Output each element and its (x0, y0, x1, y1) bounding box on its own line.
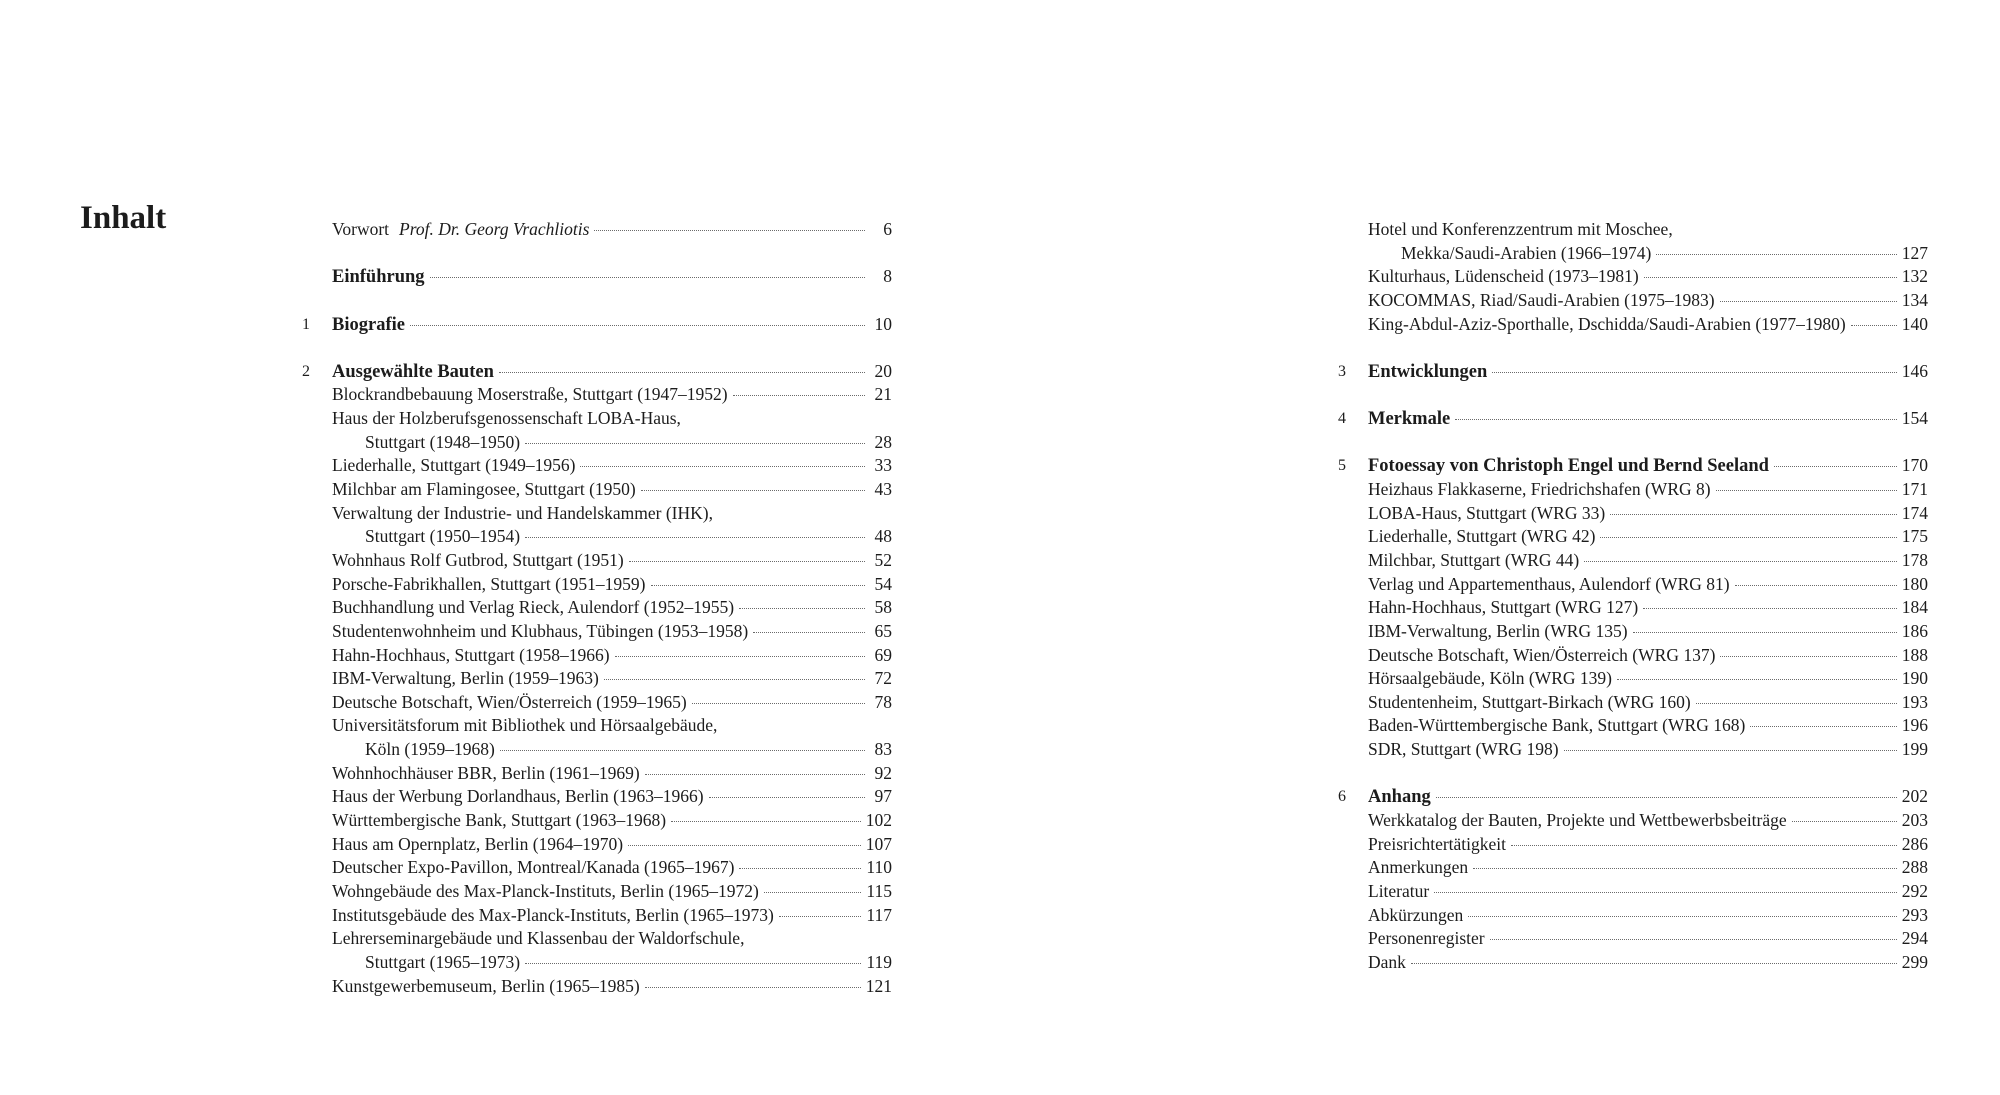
page-number: 102 (865, 810, 892, 831)
entry-title: SDR, Stuttgart (WRG 198) (1368, 739, 1559, 760)
entry-title: Liederhalle, Stuttgart (1949–1956) (332, 455, 576, 476)
entry-title: Baden-Württembergische Bank, Stuttgart (WRG 168) (1368, 715, 1746, 736)
page-number: 6 (883, 219, 892, 239)
toc-entry-studentenheim-stuttgart-birkach-wrg-160 (1328, 691, 1928, 715)
toc-entry-blockrandbebauung-moserstrasse-stuttgart (292, 383, 892, 407)
toc-heading-fotoessay-von-christoph-engel-und-bernd- (1328, 454, 1928, 478)
dot-leader (615, 656, 865, 657)
chapter-number: 6 (1338, 788, 1346, 806)
page-number: 193 (1901, 691, 1928, 712)
entry-title: IBM-Verwaltung, Berlin (WRG 135) (1368, 620, 1628, 641)
toc-entry-anmerkungen (1328, 856, 1928, 880)
toc-entry-porsche-fabrikhallen-stuttgart-1951-1959 (292, 573, 892, 597)
entry-title: Einführung (332, 267, 425, 288)
dot-leader (525, 443, 865, 444)
page-number: 140 (1901, 313, 1928, 334)
entry-title: Merkmale (1368, 409, 1451, 430)
page-number: 180 (1901, 573, 1928, 594)
dot-leader (1600, 537, 1896, 538)
page-number: 97 (874, 786, 892, 807)
toc-entry-kulturhaus-luedenscheid-1973-1981 (1328, 265, 1928, 289)
dot-leader (645, 987, 861, 988)
page-number: 121 (865, 975, 892, 996)
page-number: 10 (874, 313, 892, 334)
entry-title: Haus der Werbung Dorlandhaus, Berlin (1963–1966) (332, 786, 704, 807)
page-number: 83 (874, 739, 892, 760)
dot-leader (1644, 277, 1897, 278)
page-number: 21 (874, 384, 892, 405)
entry-title: Entwicklungen (1368, 361, 1488, 382)
toc-entry-vorwort (292, 218, 892, 242)
entry-title: Wohngebäude des Max-Planck-Instituts, Berlin (1965–1972) (332, 880, 759, 901)
toc-entry-mekka-saudi-arabien-1966-1974 (1328, 242, 1928, 266)
entry-title: Kulturhaus, Lüdenscheid (1973–1981) (1368, 266, 1639, 287)
dot-leader (1511, 845, 1897, 846)
chapter-number: 3 (1338, 362, 1346, 380)
dot-leader (410, 325, 865, 326)
dot-leader (1792, 821, 1897, 822)
toc-entry-sdr-stuttgart-wrg-198 (1328, 738, 1928, 762)
toc-heading-entwicklungen (1328, 360, 1928, 384)
page-number: 190 (1901, 668, 1928, 689)
toc-entry-liederhalle-stuttgart-1949-1956 (292, 454, 892, 478)
entry-author: Prof. Dr. Georg Vrachliotis (399, 219, 590, 239)
entry-title: Ausgewählte Bauten (332, 361, 494, 382)
entry-title: Köln (1959–1968) (365, 739, 495, 760)
toc-entry-loba-haus-stuttgart-wrg-33 (1328, 502, 1928, 526)
page-number: 43 (874, 479, 892, 500)
toc-entry-haus-der-werbung-dorlandhaus-berlin-1963 (292, 785, 892, 809)
page-number: 184 (1901, 597, 1928, 618)
entry-title: Universitätsforum mit Bibliothek und Hörsaalgebäude, (332, 715, 718, 736)
dot-leader (1584, 561, 1897, 562)
entry-title: Liederhalle, Stuttgart (WRG 42) (1368, 526, 1596, 547)
dot-leader (1656, 254, 1896, 255)
page-number: 171 (1901, 479, 1928, 500)
toc-entry-wohnhaus-rolf-gutbrod-stuttgart-1951 (292, 549, 892, 573)
entry-title: Vorwort (332, 219, 390, 239)
entry-title: Anmerkungen (1368, 857, 1469, 878)
page-number: 92 (874, 762, 892, 783)
toc-left-column (292, 218, 892, 998)
page-number: 178 (1901, 549, 1928, 570)
dot-leader (764, 892, 862, 893)
dot-leader (629, 561, 865, 562)
entry-title: Deutsche Botschaft, Wien/Österreich (WRG 137) (1368, 644, 1716, 665)
entry-title: KOCOMMAS, Riad/Saudi-Arabien (1975–1983) (1368, 289, 1715, 310)
entry-title: Institutsgebäude des Max-Planck-Instituts, Berlin (1965–1973) (332, 904, 774, 925)
toc-entry-deutscher-expo-pavillon-montreal-kanada- (292, 856, 892, 880)
page-number: 203 (1901, 810, 1928, 831)
page-number: 127 (1901, 242, 1928, 263)
entry-title: Werkkatalog der Bauten, Projekte und Wettbewerbsbeiträge (1368, 810, 1787, 831)
toc-heading-ausgewaehlte-bauten (292, 360, 892, 384)
toc-entry-stuttgart-1948-1950 (292, 431, 892, 455)
page-number: 175 (1901, 526, 1928, 547)
page-number: 8 (883, 266, 892, 287)
entry-title: Porsche-Fabrikhallen, Stuttgart (1951–1959) (332, 573, 646, 594)
entry-title: Studentenheim, Stuttgart-Birkach (WRG 160) (1368, 691, 1691, 712)
toc-entry-koeln-1959-1968 (292, 738, 892, 762)
chapter-number: 5 (1338, 457, 1346, 475)
page-number: 20 (874, 360, 892, 381)
toc-entry-personenregister (1328, 927, 1928, 951)
page-number: 174 (1901, 502, 1928, 523)
toc-entry-haus-am-opernplatz-berlin-1964-1970 (292, 833, 892, 857)
page-number: 146 (1901, 360, 1928, 381)
entry-title: Kunstgewerbemuseum, Berlin (1965–1985) (332, 975, 640, 996)
entry-title: Stuttgart (1948–1950) (365, 431, 521, 452)
page-number: 202 (1901, 786, 1928, 807)
page-number: 299 (1901, 951, 1928, 972)
toc-entry-abkuerzungen (1328, 904, 1928, 928)
toc-entry-wohnhochhaeuser-bbr-berlin-1961-1969 (292, 762, 892, 786)
page-number: 48 (874, 526, 892, 547)
entry-title: Dank (1368, 951, 1406, 972)
dot-leader (1617, 679, 1897, 680)
page-number: 69 (874, 644, 892, 665)
entry-title: Fotoessay von Christoph Engel und Bernd Seeland (1368, 456, 1769, 477)
dot-leader (1851, 325, 1897, 326)
dot-leader (1696, 703, 1897, 704)
page-number: 292 (1901, 880, 1928, 901)
dot-leader (1720, 656, 1896, 657)
toc-entry-verwaltung-der-industrie-und-handelskamm (292, 502, 892, 526)
dot-leader (733, 395, 865, 396)
dot-leader (1750, 726, 1896, 727)
page-number: 196 (1901, 715, 1928, 736)
entry-title: Studentenwohnheim und Klubhaus, Tübingen (1953–1958) (332, 620, 749, 641)
chapter-number: 2 (302, 362, 310, 380)
chapter-number: 4 (1338, 410, 1346, 428)
entry-title: Milchbar, Stuttgart (WRG 44) (1368, 549, 1580, 570)
entry-title: Milchbar am Flamingosee, Stuttgart (1950) (332, 479, 636, 500)
entry-title: Heizhaus Flakkaserne, Friedrichshafen (WRG 8) (1368, 479, 1711, 500)
dot-leader (594, 230, 865, 231)
entry-title: Biografie (332, 314, 405, 335)
page-number: 58 (874, 597, 892, 618)
dot-leader (430, 277, 865, 278)
toc-entry-stuttgart-1965-1973 (292, 951, 892, 975)
dot-leader (1473, 868, 1897, 869)
toc-entry-verlag-und-appartementhaus-aulendorf-wrg (1328, 573, 1928, 597)
entry-title: Blockrandbebauung Moserstraße, Stuttgart (1947–1952) (332, 384, 728, 405)
toc-entry-wuerttembergische-bank-stuttgart-1963-19 (292, 809, 892, 833)
toc-entry-hoersaalgebaeude-koeln-wrg-139 (1328, 667, 1928, 691)
entry-title: Hotel und Konferenzzentrum mit Moschee, (1368, 219, 1673, 239)
toc-heading-anhang (1328, 785, 1928, 809)
entry-title: IBM-Verwaltung, Berlin (1959–1963) (332, 668, 599, 689)
dot-leader (1643, 608, 1897, 609)
dot-leader (1492, 372, 1896, 373)
toc-entry-haus-der-holzberufsgenossenschaft-loba-h (292, 407, 892, 431)
dot-leader (1610, 514, 1897, 515)
entry-title: Abkürzungen (1368, 904, 1464, 925)
toc-entry-studentenwohnheim-und-klubhaus-tuebingen (292, 620, 892, 644)
dot-leader (651, 585, 866, 586)
page-number: 107 (865, 833, 892, 854)
entry-title: Anhang (1368, 787, 1431, 808)
dot-leader (525, 963, 861, 964)
page-number: 199 (1901, 739, 1928, 760)
dot-leader (1434, 892, 1897, 893)
toc-entry-kocommas-riad-saudi-arabien-1975-1983 (1328, 289, 1928, 313)
dot-leader (604, 679, 865, 680)
page-number: 293 (1901, 904, 1928, 925)
toc-entry-kunstgewerbemuseum-berlin-1965-1985 (292, 975, 892, 999)
entry-title: Deutsche Botschaft, Wien/Österreich (1959–1965) (332, 691, 687, 712)
entry-title: Stuttgart (1950–1954) (365, 526, 521, 547)
dot-leader (500, 750, 865, 751)
entry-title: Hahn-Hochhaus, Stuttgart (1958–1966) (332, 644, 610, 665)
entry-title: Lehrerseminargebäude und Klassenbau der Waldorfschule, (332, 928, 745, 949)
entry-title: Literatur (1368, 880, 1430, 901)
page-number: 117 (866, 904, 892, 925)
toc-entry-hotel-und-konferenzzentrum-mit-moschee (1328, 218, 1928, 242)
dot-leader (1720, 301, 1897, 302)
toc-entry-buchhandlung-und-verlag-rieck-aulendorf- (292, 596, 892, 620)
dot-leader (499, 372, 865, 373)
toc-entry-milchbar-am-flamingosee-stuttgart-1950 (292, 478, 892, 502)
dot-leader (641, 490, 865, 491)
page-number: 52 (874, 549, 892, 570)
entry-title: Haus am Opernplatz, Berlin (1964–1970) (332, 833, 624, 854)
dot-leader (580, 466, 865, 467)
page-number: 134 (1901, 289, 1928, 310)
toc-heading-einfuehrung (292, 265, 892, 289)
toc-entry-heizhaus-flakkaserne-friedrichshafen-wrg (1328, 478, 1928, 502)
dot-leader (753, 632, 865, 633)
toc-entry-ibm-verwaltung-berlin-wrg-135 (1328, 620, 1928, 644)
page-number: 54 (874, 573, 892, 594)
dot-leader (1490, 939, 1897, 940)
page-number: 72 (874, 668, 892, 689)
page-number: 132 (1901, 266, 1928, 287)
dot-leader (1716, 490, 1897, 491)
toc-entry-deutsche-botschaft-wien-oesterreich-wrg- (1328, 644, 1928, 668)
page-number: 186 (1901, 620, 1928, 641)
entry-title: Preisrichtertätigkeit (1368, 833, 1507, 854)
dot-leader (739, 868, 861, 869)
toc-entry-werkkatalog-der-bauten-projekte-und-wett (1328, 809, 1928, 833)
dot-leader (779, 916, 862, 917)
toc-entry-lehrerseminargebaeude-und-klassenbau-der (292, 927, 892, 951)
entry-title: Mekka/Saudi-Arabien (1966–1974) (1401, 242, 1652, 263)
page-number: 288 (1901, 857, 1928, 878)
dot-leader (628, 845, 861, 846)
page-number: 170 (1901, 455, 1928, 476)
dot-leader (671, 821, 861, 822)
entry-title: Verlag und Appartementhaus, Aulendorf (WRG 81) (1368, 573, 1730, 594)
toc-entry-stuttgart-1950-1954 (292, 525, 892, 549)
page-number: 188 (1901, 644, 1928, 665)
page-number: 154 (1901, 408, 1928, 429)
toc-entry-institutsgebaeude-des-max-planck-institu (292, 904, 892, 928)
dot-leader (739, 608, 865, 609)
page-number: 78 (874, 691, 892, 712)
chapter-number: 1 (302, 315, 310, 333)
page-number: 119 (866, 951, 892, 972)
entry-title: Verwaltung der Industrie- und Handelskammer (IHK), (332, 502, 713, 523)
dot-leader (1735, 585, 1897, 586)
toc-entry-baden-wuerttembergische-bank-stuttgart-w (1328, 714, 1928, 738)
toc-entry-ibm-verwaltung-berlin-1959-1963 (292, 667, 892, 691)
dot-leader (1411, 963, 1897, 964)
entry-title: Stuttgart (1965–1973) (365, 951, 521, 972)
entry-title: Wohnhochhäuser BBR, Berlin (1961–1969) (332, 762, 640, 783)
toc-entry-preisrichtertaetigkeit (1328, 833, 1928, 857)
toc-right-column (1328, 218, 1928, 975)
dot-leader (1455, 419, 1897, 420)
entry-title: Württembergische Bank, Stuttgart (1963–1968) (332, 810, 667, 831)
dot-leader (1468, 916, 1896, 917)
dot-leader (709, 797, 865, 798)
dot-leader (1436, 797, 1897, 798)
page-number: 286 (1901, 833, 1928, 854)
toc-entry-hahn-hochhaus-stuttgart-wrg-127 (1328, 596, 1928, 620)
entry-title: Wohnhaus Rolf Gutbrod, Stuttgart (1951) (332, 549, 624, 570)
entry-title: King-Abdul-Aziz-Sporthalle, Dschidda/Saudi-Arabien (1977–1980) (1368, 313, 1846, 334)
toc-entry-liederhalle-stuttgart-wrg-42 (1328, 525, 1928, 549)
toc-heading-merkmale (1328, 407, 1928, 431)
toc-entry-literatur (1328, 880, 1928, 904)
page-number: 65 (874, 620, 892, 641)
dot-leader (1774, 466, 1897, 467)
dot-leader (1564, 750, 1897, 751)
entry-title: Buchhandlung und Verlag Rieck, Aulendorf (1952–1955) (332, 597, 735, 618)
dot-leader (645, 774, 865, 775)
page-number: 110 (866, 857, 892, 878)
toc-entry-milchbar-stuttgart-wrg-44 (1328, 549, 1928, 573)
toc-entry-king-abdul-aziz-sporthalle-dschidda-saud (1328, 313, 1928, 337)
toc-entry-wohngebaeude-des-max-planck-instituts-be (292, 880, 892, 904)
entry-title: Hörsaalgebäude, Köln (WRG 139) (1368, 668, 1612, 689)
entry-title: LOBA-Haus, Stuttgart (WRG 33) (1368, 502, 1606, 523)
toc-heading-biografie (292, 313, 892, 337)
page-number: 115 (866, 880, 892, 901)
page-number: 33 (874, 455, 892, 476)
page-title: Inhalt (80, 200, 167, 236)
page-number: 28 (874, 431, 892, 452)
entry-title: Personenregister (1368, 928, 1485, 949)
entry-title: Haus der Holzberufsgenossenschaft LOBA-Haus, (332, 408, 681, 429)
toc-entry-hahn-hochhaus-stuttgart-1958-1966 (292, 644, 892, 668)
page-number: 294 (1901, 928, 1928, 949)
toc-entry-dank (1328, 951, 1928, 975)
entry-title: Deutscher Expo-Pavillon, Montreal/Kanada (1965–1967) (332, 857, 735, 878)
entry-title: Hahn-Hochhaus, Stuttgart (WRG 127) (1368, 597, 1639, 618)
dot-leader (525, 537, 865, 538)
dot-leader (1633, 632, 1897, 633)
dot-leader (692, 703, 865, 704)
toc-entry-deutsche-botschaft-wien-oesterreich-1959 (292, 691, 892, 715)
toc-entry-universitaetsforum-mit-bibliothek-und-ho (292, 714, 892, 738)
